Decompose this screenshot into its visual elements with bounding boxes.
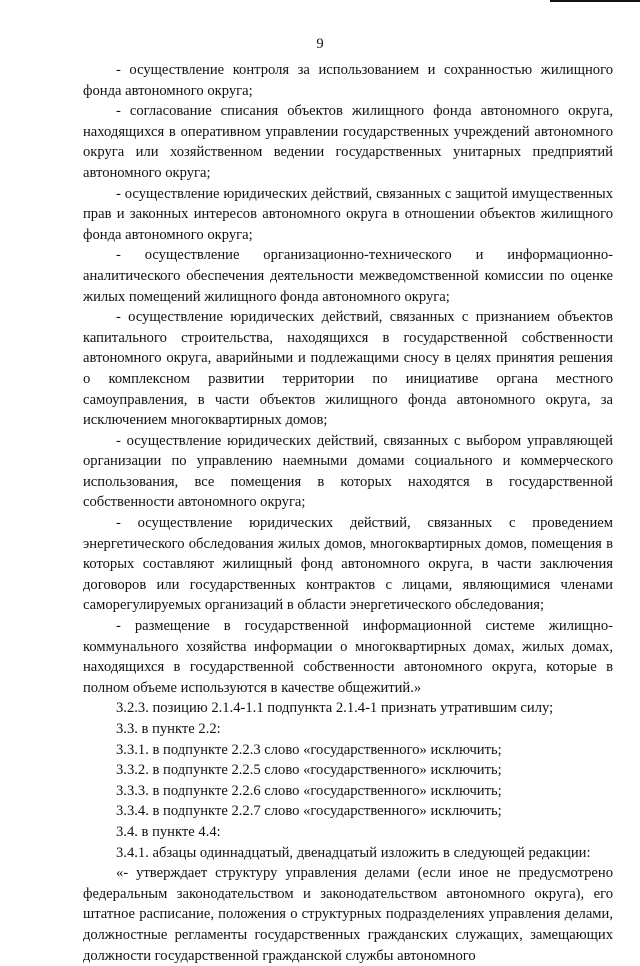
paragraph: 3.3. в пункте 2.2: — [116, 721, 221, 737]
paragraph: - осуществление юридических действий, связанных с проведением энергетического обследования жилых домов, многоквартирных домов, помещения в которых составляют жилищный фонд автономного округа, в части заключения договоров или государственных контрактов с лицами, являющимися членами саморегулируемых организаций в области энергетического обследования; — [83, 515, 613, 614]
paragraph: - осуществление организационно-технического и информационно-аналитического обеспечения деятельности межведомственной комиссии по оценке жилых помещений жилищного фонда автономного округа; — [83, 247, 613, 305]
paragraph: 3.3.3. в подпункте 2.2.6 слово «государственного» исключить; — [116, 782, 502, 799]
paragraph: - размещение в государственной информационной системе жилищно-коммунального хозяйства информации о многоквартирных домах, жилых домах, находящихся в государственной собственности автономного округа, которые в полном объеме используются в качестве общежитий.» — [83, 618, 613, 696]
paragraph: 3.2.3. позицию 2.1.4-1.1 подпункта 2.1.4-1 признать утратившим силу; — [116, 700, 554, 717]
paragraph: 3.4. в пункте 4.4: — [116, 823, 221, 840]
paragraph: - осуществление юридических действий, связанных с выбором управляющей организации по управлению наемными домами социального и коммерческого использования, все помещения в которых находятся в государственной собственности автономного округа; — [83, 432, 613, 511]
paragraph: - осуществление юридических действий, связанных с защитой имущественных прав и законных интересов автономного округа в отношении объектов жилищного фонда автономного округа; — [83, 185, 613, 243]
paragraph: - осуществление контроля за использованием и сохранностью жилищного фонда автономного округа; — [83, 62, 613, 99]
paragraph: «- утверждает структуру управления делами (если иное не предусмотрено федеральным законодательством и законодательством автономного округа), его штатное расписание, положения о структурных подразделениях управления делами, должностные регламенты государственных гражданских служащих, замещающих должности государственной гражданской службы автономного — [83, 865, 613, 964]
paragraph: - согласование списания объектов жилищного фонда автономного округа, находящихся в оперативном управлении государственных учреждений автономного округа или хозяйственном ведении государственных унитарных предприятий автономного округа; — [83, 103, 613, 181]
document-body — [83, 60, 613, 966]
paragraph: 3.4.1. абзацы одиннадцатый, двенадцатый изложить в следующей редакции: — [116, 844, 591, 861]
page-number: 9 — [316, 36, 324, 52]
paragraph: - осуществление юридических действий, связанных с признанием объектов капитального строительства, находящихся в государственной собственности автономного округа, аварийными и подлежащими сносу в целях принятия решения о комплексном развитии территории по инициативе органа местного самоуправления, в части объектов жилищного фонда автономного округа, за исключением многоквартирных домов; — [83, 309, 613, 429]
scan-edge-mark — [550, 0, 640, 2]
paragraph: 3.3.1. в подпункте 2.2.3 слово «государственного» исключить; — [116, 741, 502, 758]
paragraph: 3.3.4. в подпункте 2.2.7 слово «государственного» исключить; — [116, 803, 502, 820]
paragraph: 3.3.2. в подпункте 2.2.5 слово «государственного» исключить; — [116, 762, 502, 779]
